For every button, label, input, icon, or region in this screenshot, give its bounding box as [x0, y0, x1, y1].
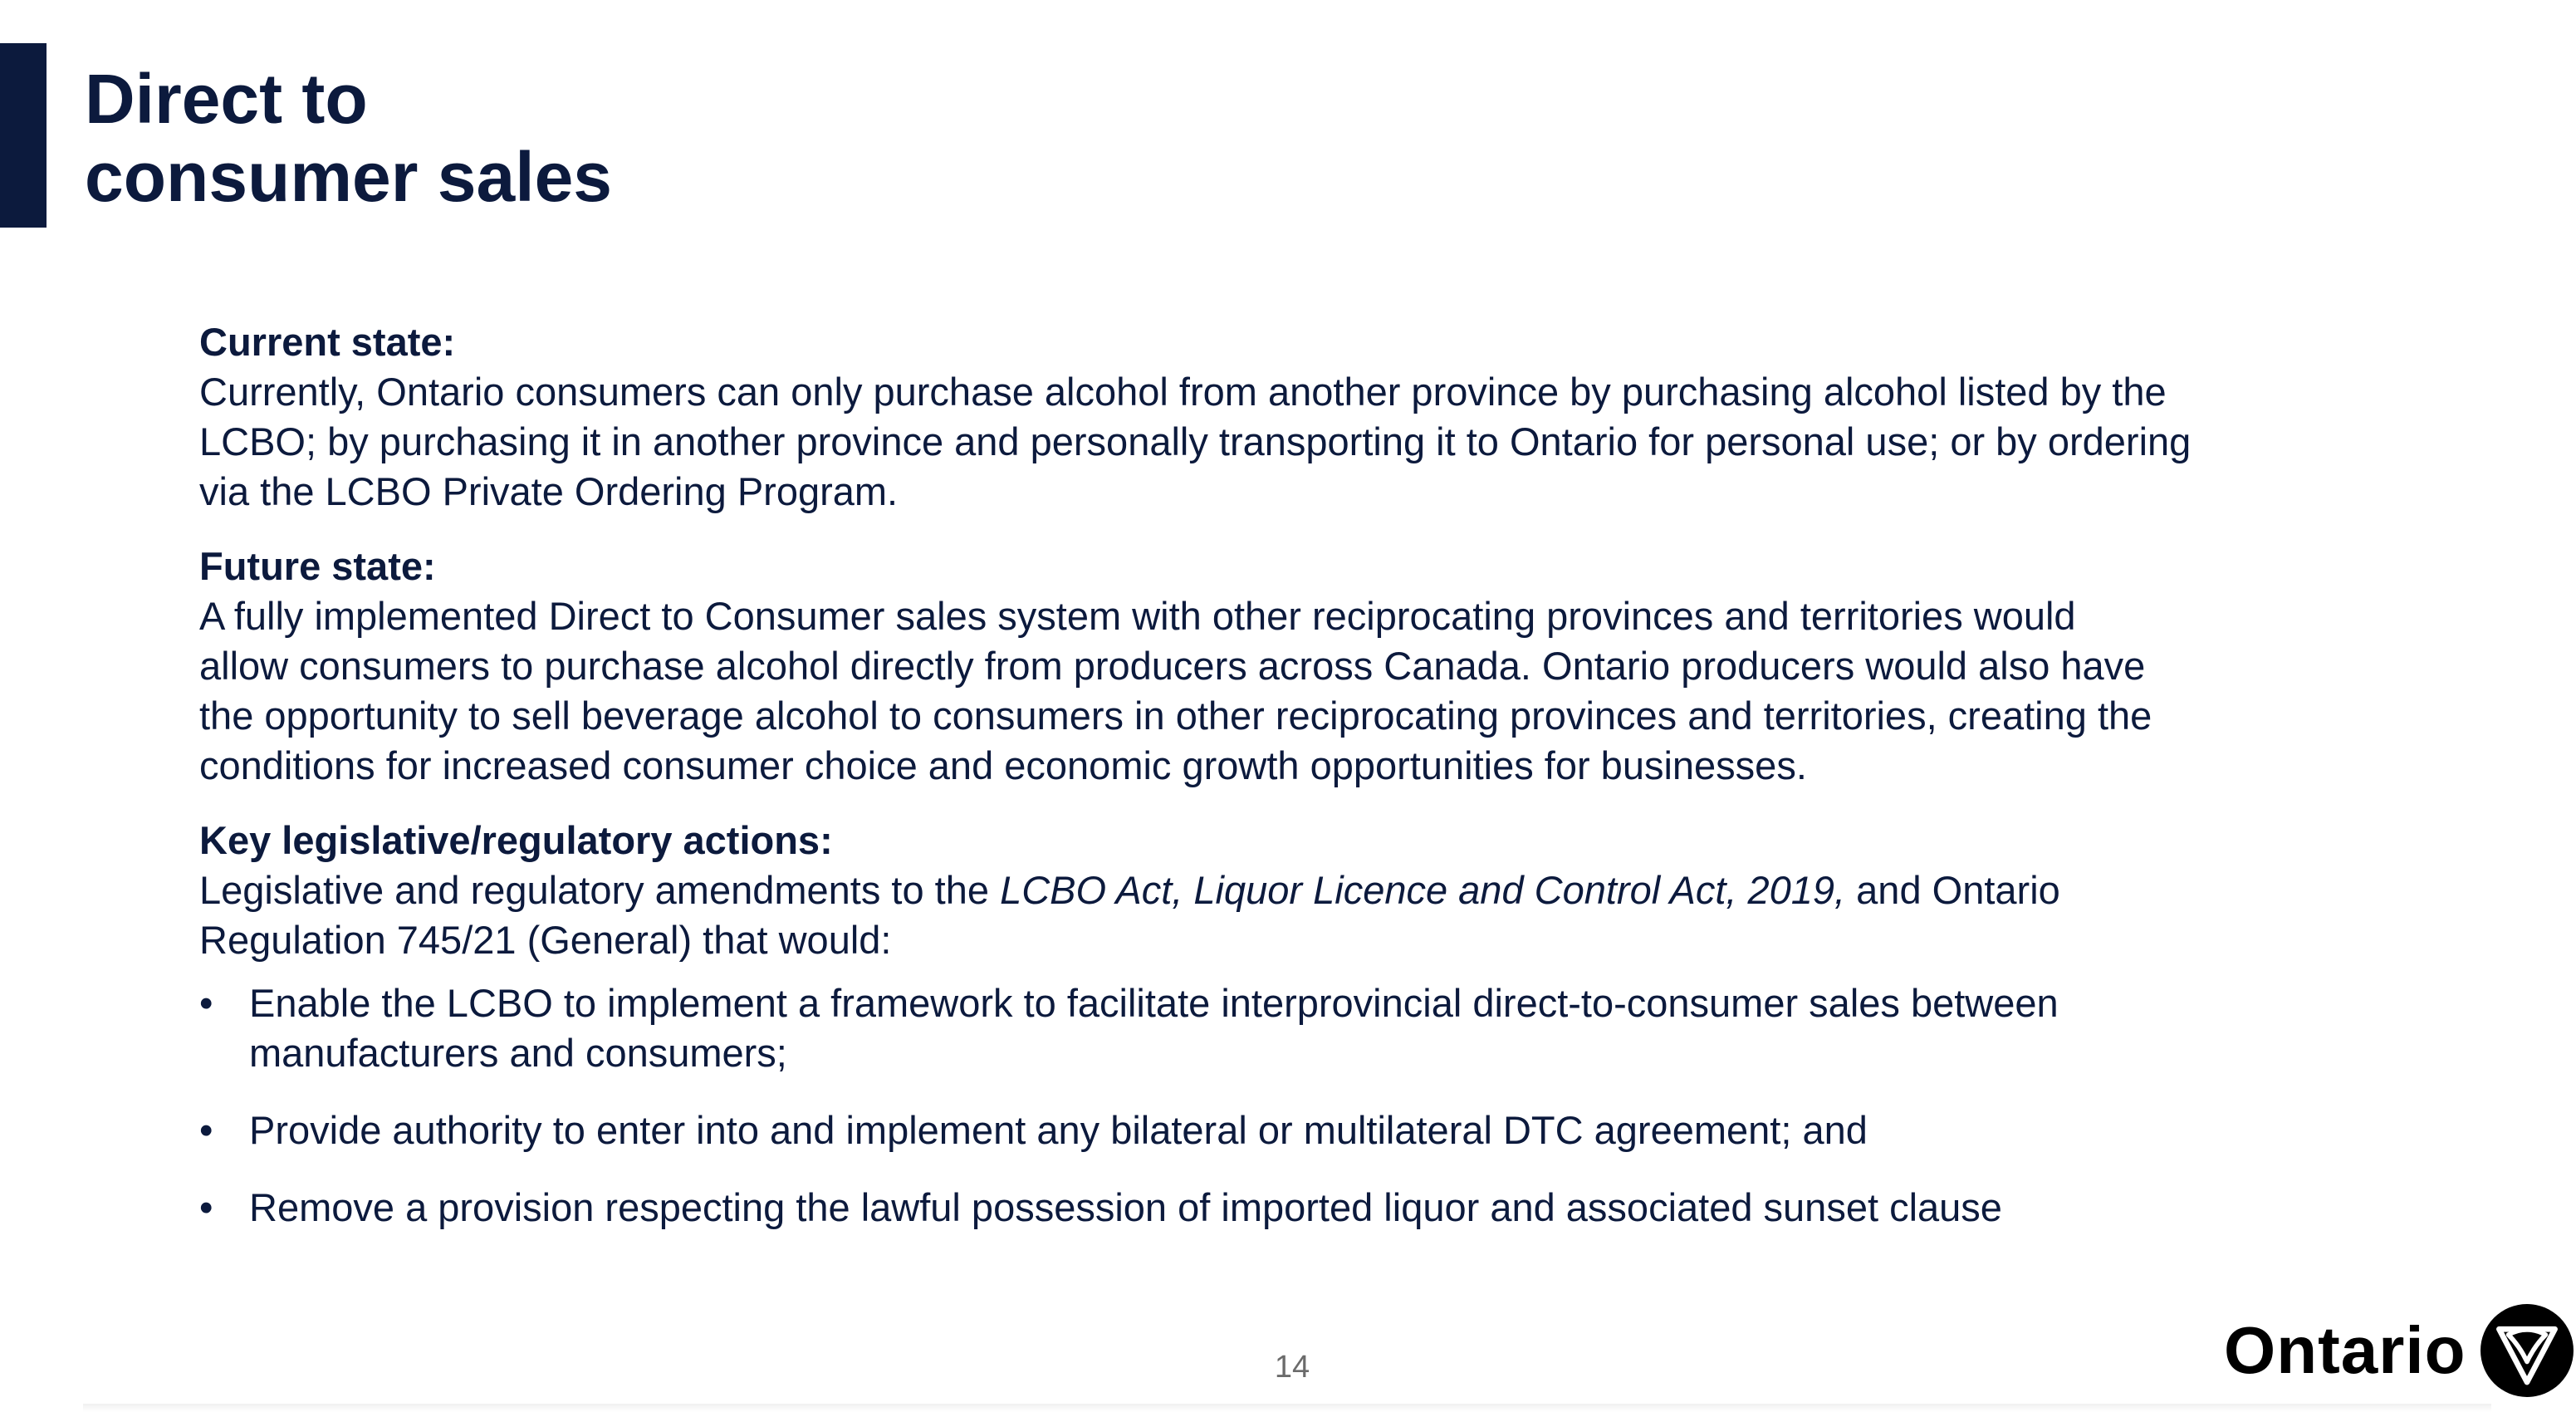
trillium-icon — [2481, 1304, 2574, 1397]
list-item-line: Provide authority to enter into and implement any bilateral or multilateral DTC agreement; and — [249, 1108, 1868, 1152]
legislative-intro-line-1 — [199, 865, 2408, 915]
list-item-line: manufacturers and consumers; — [249, 1031, 787, 1075]
legislative-actions-section — [199, 816, 2408, 1233]
legislative-actions-intro — [199, 865, 2408, 965]
future-state-line: conditions for increased consumer choice and economic growth opportunities for businesses. — [199, 743, 1807, 787]
list-item-line: Enable the LCBO to implement a framework to facilitate interprovincial direct-to-consumer sales between — [249, 981, 2059, 1025]
page-title-line-2: consumer sales — [85, 138, 613, 216]
future-state-body — [199, 591, 2408, 791]
footer-shadow — [83, 1404, 2491, 1412]
future-state-section — [199, 542, 2408, 791]
current-state-line: LCBO; by purchasing it in another province and personally transporting it to Ontario for personal use; or by ordering — [199, 419, 2192, 463]
page-title-line-1: Direct to — [85, 60, 368, 138]
legislative-intro-line-2: Regulation 745/21 (General) that would: — [199, 918, 892, 962]
intro-acts: LCBO Act, Liquor Licence and Control Act, 2019, — [1000, 868, 1846, 912]
current-state-section — [199, 317, 2408, 517]
bullet-icon: • — [199, 981, 213, 1025]
legislative-actions-list — [199, 978, 2408, 1233]
intro-prefix: Legislative and regulatory amendments to the — [199, 868, 1001, 912]
current-state-line: via the LCBO Private Ordering Program. — [199, 469, 899, 513]
future-state-line: the opportunity to sell beverage alcohol to consumers in other reciprocating provinces and territories, creating the — [199, 694, 2152, 738]
legislative-actions-heading: Key legislative/regulatory actions: — [199, 818, 833, 862]
list-item — [199, 1183, 2408, 1233]
current-state-body — [199, 367, 2408, 517]
bullet-icon: • — [199, 1185, 213, 1229]
current-state-line: Currently, Ontario consumers can only purchase alcohol from another province by purchasing alcohol listed by the — [199, 370, 2167, 414]
future-state-line: A fully implemented Direct to Consumer sales system with other reciprocating provinces and territories would — [199, 594, 2076, 638]
list-item — [199, 1106, 2408, 1155]
list-item — [199, 978, 2408, 1078]
current-state-heading: Current state: — [199, 320, 456, 364]
intro-suffix: and Ontario — [1845, 868, 2060, 912]
future-state-heading: Future state: — [199, 544, 436, 588]
ontario-logo — [2224, 1304, 2574, 1397]
slide-content — [199, 317, 2408, 1260]
page-title — [85, 60, 612, 216]
page-number: 14 — [1274, 1350, 1310, 1385]
logo-wordmark: Ontario — [2224, 1313, 2466, 1387]
bullet-icon: • — [199, 1108, 213, 1152]
title-accent-bar — [0, 43, 47, 228]
list-item-line: Remove a provision respecting the lawful possession of imported liquor and associated sunset clause — [249, 1185, 2002, 1229]
future-state-line: allow consumers to purchase alcohol directly from producers across Canada. Ontario producers would also have — [199, 644, 2146, 688]
